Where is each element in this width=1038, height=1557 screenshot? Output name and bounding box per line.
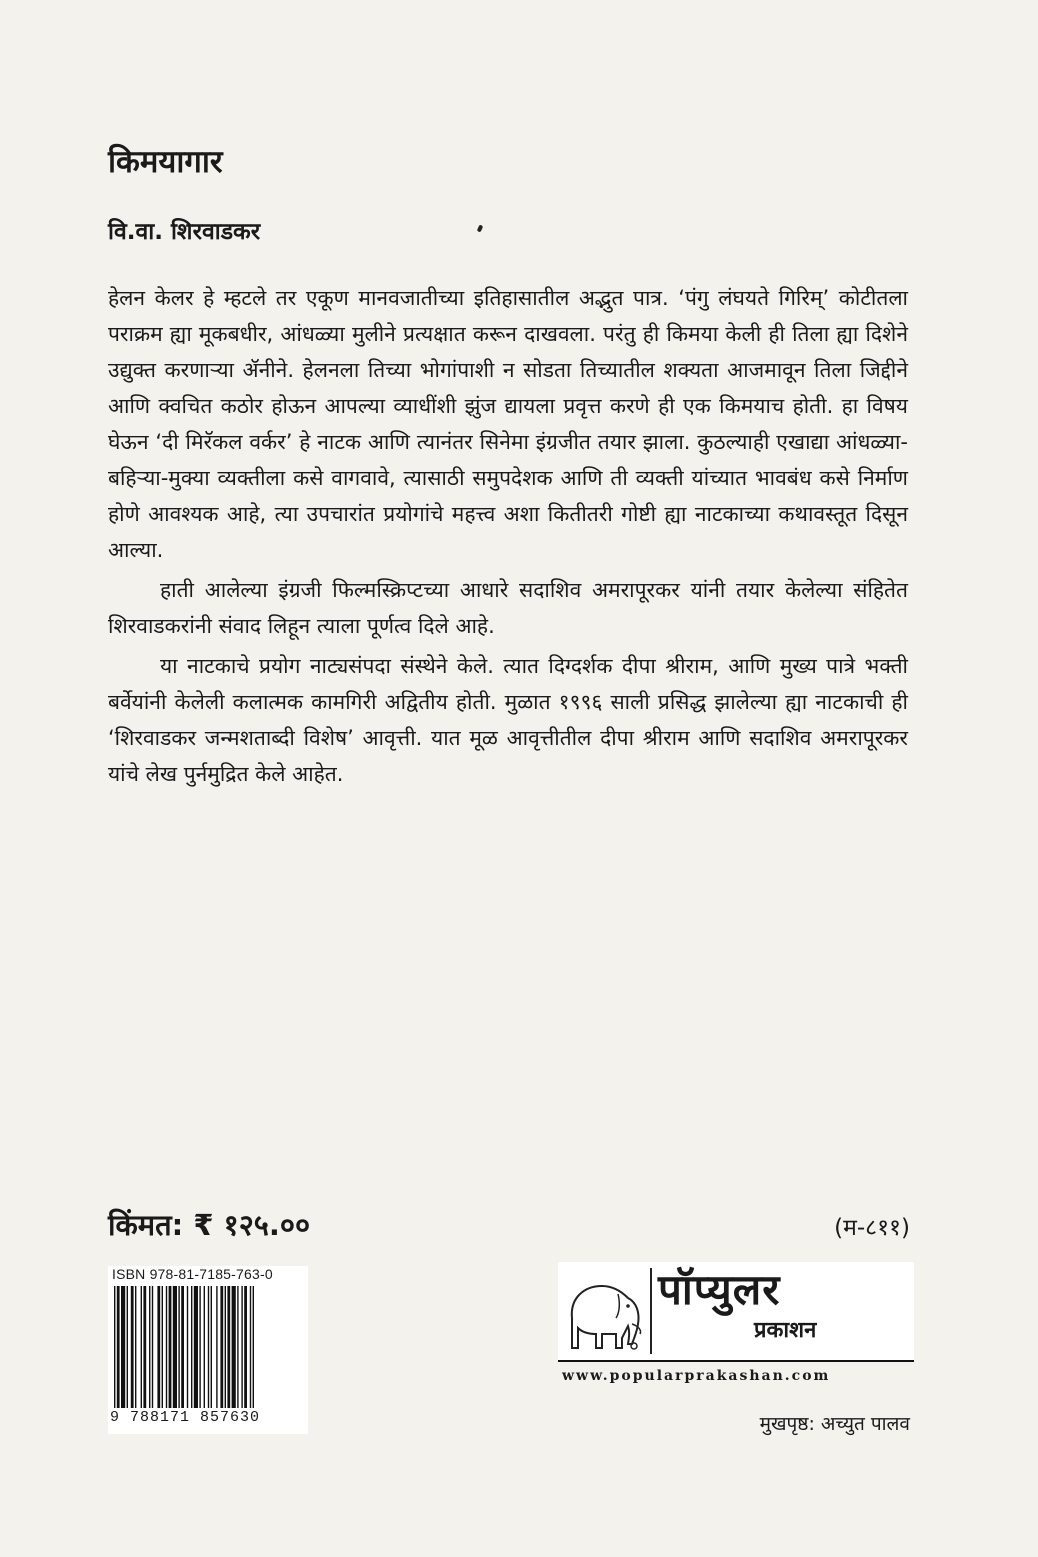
book-title: किमयागार [108, 144, 223, 180]
print-speck [477, 224, 484, 232]
barcode-bar [204, 1286, 205, 1408]
book-author: वि.वा. शिरवाडकर [108, 219, 261, 245]
barcode-bar [211, 1286, 212, 1408]
cover-credit: मुखपृष्ठ: अच्युत पालव [759, 1413, 910, 1435]
barcode-bar [173, 1286, 177, 1408]
barcode-bar [169, 1286, 172, 1408]
series-code: (म-८११) [834, 1215, 910, 1241]
publisher-subname: प्रकाशन [754, 1318, 817, 1343]
barcode-digits: 9 788171 857630 [110, 1409, 261, 1426]
barcode-bar [162, 1286, 163, 1408]
barcode-bar [152, 1286, 153, 1408]
barcode-bar [244, 1286, 247, 1408]
publisher-name: पॉप्युलर [658, 1265, 781, 1314]
barcode-bar [181, 1286, 184, 1408]
barcode-bar [143, 1286, 146, 1408]
isbn-barcode [108, 1266, 308, 1434]
publisher-logo-box [558, 1262, 914, 1360]
barcode-bar [250, 1286, 251, 1408]
barcode-bar [208, 1286, 209, 1408]
barcode-bar [191, 1286, 192, 1408]
barcode-bar [187, 1286, 188, 1408]
barcode-bar [241, 1286, 242, 1408]
publisher-rule [558, 1360, 914, 1362]
barcode-bar [149, 1286, 150, 1408]
barcode-bar [131, 1286, 134, 1408]
publisher-url: www.popularprakashan.com [562, 1368, 831, 1384]
barcode-bar [216, 1286, 217, 1408]
barcode-bar [253, 1286, 254, 1408]
barcode-bar [127, 1286, 128, 1408]
blurb-paragraph: हेलन केलर हे म्हटले तर एकूण मानवजातीच्या इतिहासातील अद्भुत पात्र. ‘पंगु लंघयते गिरिम्’ कोटीतला पराक्रम ह्या मूकबधीर, आंधळ्या मुलीने प्रत्यक्षात करून दाखवला. परंतु ही किमया केली ही तिला ह्या दिशेने उद्युक्त करणाऱ्या ॲनीने. हेलनला तिच्या भोगांपाशी न सोडता तिच्यातील शक्यता आजमावून तिला जिद्दीने आणि क्वचित कठोर होऊन आपल्या व्याधींशी झुंज द्यायला प्रवृत्त करणे ही एक किमयाच होती. हा विषय घेऊन ‘दी मिरॅकल वर्कर’ हे नाटक आणि त्यानंतर सिनेमा इंग्रजीत तयार झाला. कुठल्याही एखाद्या आंधळ्या-बहिऱ्या-मुक्या व्यक्तीला कसे वागवावे, त्यासाठी समुपदेशक आणि ती व्यक्ती यांच्यात भावबंध कसे निर्माण होणे आवश्यक आहे, त्या उपचारांत प्रयोगांचे महत्त्व अशा कितीतरी गोष्टी ह्या नाटकाच्या कथावस्तूत दिसून आल्या. [108, 286, 908, 562]
barcode-bar [225, 1286, 226, 1408]
barcode-bar [121, 1286, 125, 1408]
barcode-bar [227, 1286, 230, 1408]
barcode-bar [199, 1286, 200, 1408]
blurb-paragraph: हाती आलेल्या इंग्रजी फिल्मस्क्रिप्टच्या आधारे सदाशिव अमरापूरकर यांनी तयार केलेल्या संहितेत शिरवाडकरांनी संवाद लिहून त्याला पूर्णत्व दिले आहे. [108, 578, 908, 638]
barcode-bar [157, 1286, 160, 1408]
publisher-logo [558, 1262, 914, 1397]
barcode-bar [141, 1286, 142, 1408]
price-label: किंमत: ₹ १२५.०० [108, 1208, 311, 1242]
barcode-bar [178, 1286, 179, 1408]
blurb-paragraph: या नाटकाचे प्रयोग नाट्यसंपदा संस्थेने केले. त्यात दिग्दर्शक दीपा श्रीराम, आणि मुख्य पात्रे भक्ती बर्वेयांनी केलेली कलात्मक कामगिरी अद्वितीय होती. मुळात १९९६ साली प्रसिद्ध झालेल्या ह्या नाटकाची ही ‘शिरवाडकर जन्मशताब्दी विशेष’ आवृत्ती. यात मूळ आवृत्तीतील दीपा श्रीराम आणि सदाशिव अमरापूरकर यांचे लेख पुर्नमुद्रित केले आहेत. [108, 654, 908, 786]
blurb [108, 280, 908, 796]
barcode-bar [232, 1286, 236, 1408]
logo-divider [650, 1268, 652, 1354]
barcode-bar [135, 1286, 136, 1408]
barcode-bars [114, 1286, 302, 1408]
elephant-icon [562, 1268, 646, 1354]
isbn-label: ISBN 978-81-7185-763-0 [112, 1266, 273, 1282]
barcode-bar [237, 1286, 238, 1408]
barcode-bar [220, 1286, 223, 1408]
barcode-bar [194, 1286, 198, 1408]
barcode-bar [117, 1286, 120, 1408]
barcode-bar [166, 1286, 167, 1408]
barcode-bar [114, 1286, 115, 1408]
